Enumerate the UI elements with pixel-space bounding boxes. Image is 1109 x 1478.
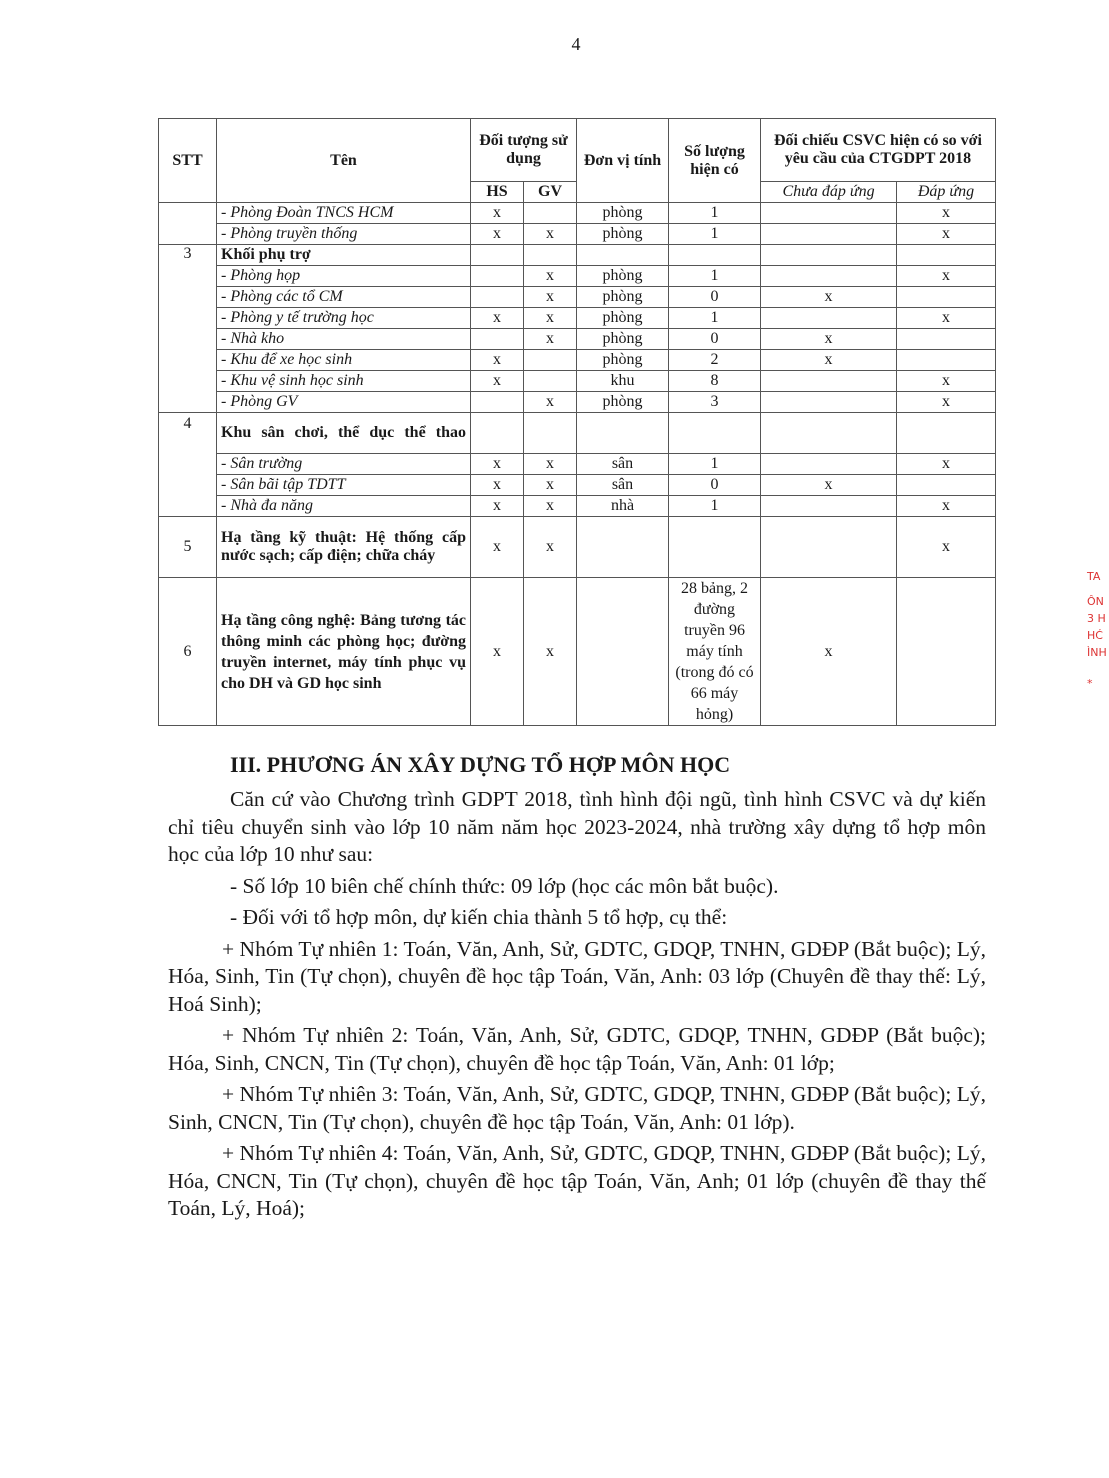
cell-so-luong: 1 — [669, 454, 761, 475]
header-dap-ung: Đáp ứng — [897, 182, 996, 203]
cell-so-luong: 28 bảng, 2 đường truyền 96 máy tính (trong đó có 66 máy hỏng) — [669, 578, 761, 726]
cell-gv — [524, 371, 577, 392]
cell-don-vi: nhà — [577, 496, 669, 517]
paragraph: + Nhóm Tự nhiên 4: Toán, Văn, Anh, Sử, GDTC, GDQP, TNHN, GDĐP (Bắt buộc); Lý, Hóa, CNCN, Tin (Tự chọn), chuyên đề học tập Toán, Văn, Anh; 01 lớp (chuyên đề thay thế Toán, Lý, Hoá); — [168, 1141, 986, 1220]
section-body — [168, 786, 986, 1227]
cell-ten: Hạ tầng kỹ thuật: Hệ thống cấp nước sạch; cấp điện; chữa cháy — [217, 517, 471, 578]
table-row — [159, 454, 996, 475]
section-heading: III. PHƯƠNG ÁN XÂY DỰNG TỔ HỢP MÔN HỌC — [230, 752, 731, 777]
cell-ten: - Phòng y tế trường học — [217, 308, 471, 329]
cell-so-luong: 0 — [669, 475, 761, 496]
cell-don-vi: phòng — [577, 287, 669, 308]
cell-hs: x — [471, 475, 524, 496]
cell-gv: x — [524, 578, 577, 726]
paragraph: + Nhóm Tự nhiên 1: Toán, Văn, Anh, Sử, GDTC, GDQP, TNHN, GDĐP (Bắt buộc); Lý, Hóa, Sinh, Tin (Tự chọn), chuyên đề học tập Toán, Văn, Anh: 03 lớp (Chuyên đề thay thế: Lý, Hoá Sinh); — [168, 936, 986, 1016]
cell-don-vi: phòng — [577, 224, 669, 245]
cell-gv: x — [524, 392, 577, 413]
cell-so-luong: 1 — [669, 224, 761, 245]
cell-hs: x — [471, 224, 524, 245]
stamp-text: ÔN — [1087, 595, 1104, 608]
cell-ten: - Sân trường — [217, 454, 471, 475]
header-doi-chieu: Đối chiếu CSVC hiện có so với yêu cầu của CTGDPT 2018 — [761, 119, 996, 182]
cell-ten: - Nhà kho — [217, 329, 471, 350]
cell-dap-ung — [897, 245, 996, 266]
cell-don-vi: phòng — [577, 308, 669, 329]
paragraph: + Nhóm Tự nhiên 2: Toán, Văn, Anh, Sử, GDTC, GDQP, TNHN, GDĐP (Bắt buộc); Hóa, Sinh, CNCN, Tin (Tự chọn), chuyên đề học tập Toán, Văn, Anh: 01 lớp; — [168, 1023, 986, 1075]
cell-gv — [524, 203, 577, 224]
table-row — [159, 266, 996, 287]
cell-dap-ung — [897, 475, 996, 496]
cell-dap-ung — [897, 329, 996, 350]
header-doi-tuong: Đối tượng sử dụng — [471, 119, 577, 182]
cell-chua-dap-ung — [761, 308, 897, 329]
cell-hs: x — [471, 517, 524, 578]
cell-hs — [471, 413, 524, 454]
cell-so-luong: 1 — [669, 203, 761, 224]
cell-ten: - Khu để xe học sinh — [217, 350, 471, 371]
header-hs: HS — [471, 182, 524, 203]
cell-chua-dap-ung — [761, 203, 897, 224]
table-row — [159, 203, 996, 224]
paragraph: Căn cứ vào Chương trình GDPT 2018, tình hình đội ngũ, tình hình CSVC và dự kiến chỉ tiêu chuyển sinh vào lớp 10 năm năm học 2023-2024, nhà trường xây dựng tổ hợp môn học của lớp 10 như sau: — [168, 787, 986, 866]
facilities-table — [158, 118, 996, 726]
table-row — [159, 350, 996, 371]
cell-stt — [159, 203, 217, 245]
cell-don-vi — [577, 578, 669, 726]
cell-so-luong: 0 — [669, 329, 761, 350]
cell-don-vi: phòng — [577, 203, 669, 224]
cell-chua-dap-ung: x — [761, 578, 897, 726]
cell-chua-dap-ung — [761, 371, 897, 392]
cell-so-luong — [669, 245, 761, 266]
cell-ten: Hạ tầng công nghệ: Bảng tương tác thông minh các phòng học; đường truyền internet, máy tính phục vụ cho DH và GD học sinh — [217, 578, 471, 726]
cell-don-vi — [577, 517, 669, 578]
stamp-text: ÌNH — [1087, 646, 1107, 659]
cell-ten: - Khu vệ sinh học sinh — [217, 371, 471, 392]
cell-so-luong: 0 — [669, 287, 761, 308]
cell-chua-dap-ung: x — [761, 287, 897, 308]
header-chua-dap-ung: Chưa đáp ứng — [761, 182, 897, 203]
cell-hs — [471, 287, 524, 308]
cell-so-luong: 8 — [669, 371, 761, 392]
cell-dap-ung: x — [897, 308, 996, 329]
cell-ten: - Sân bãi tập TDTT — [217, 475, 471, 496]
cell-dap-ung: x — [897, 224, 996, 245]
cell-so-luong: 1 — [669, 308, 761, 329]
red-stamp-fragment — [1087, 570, 1109, 750]
cell-hs: x — [471, 308, 524, 329]
cell-so-luong — [669, 517, 761, 578]
cell-so-luong: 1 — [669, 496, 761, 517]
cell-ten: - Phòng Đoàn TNCS HCM — [217, 203, 471, 224]
cell-gv: x — [524, 475, 577, 496]
cell-hs — [471, 266, 524, 287]
cell-ten: - Phòng truyền thống — [217, 224, 471, 245]
cell-dap-ung — [897, 413, 996, 454]
cell-ten: Khu sân chơi, thể dục thể thao — [217, 413, 471, 454]
table-row — [159, 517, 996, 578]
cell-dap-ung — [897, 578, 996, 726]
header-stt: STT — [159, 119, 217, 203]
cell-dap-ung: x — [897, 496, 996, 517]
cell-dap-ung: x — [897, 517, 996, 578]
cell-ten: - Phòng GV — [217, 392, 471, 413]
cell-don-vi: phòng — [577, 329, 669, 350]
stamp-text: TA — [1087, 570, 1101, 583]
table-row — [159, 413, 996, 454]
cell-gv: x — [524, 266, 577, 287]
cell-so-luong: 2 — [669, 350, 761, 371]
cell-stt: 4 — [159, 413, 217, 517]
cell-hs: x — [471, 578, 524, 726]
header-don-vi: Đơn vị tính — [577, 119, 669, 203]
table-row — [159, 371, 996, 392]
cell-hs: x — [471, 350, 524, 371]
stamp-text: 3 H — [1087, 612, 1106, 625]
cell-so-luong — [669, 413, 761, 454]
cell-chua-dap-ung: x — [761, 350, 897, 371]
paragraph: + Nhóm Tự nhiên 3: Toán, Văn, Anh, Sử, GDTC, GDQP, TNHN, GDĐP (Bắt buộc); Lý, Sinh, CNCN, Tin (Tự chọn), chuyên đề học tập Toán, Văn, Anh: 01 lớp). — [168, 1082, 986, 1134]
cell-so-luong: 3 — [669, 392, 761, 413]
cell-gv: x — [524, 329, 577, 350]
cell-don-vi — [577, 413, 669, 454]
cell-hs: x — [471, 496, 524, 517]
table-row — [159, 287, 996, 308]
cell-dap-ung: x — [897, 203, 996, 224]
cell-dap-ung: x — [897, 392, 996, 413]
cell-hs: x — [471, 203, 524, 224]
cell-hs — [471, 392, 524, 413]
cell-dap-ung — [897, 350, 996, 371]
cell-chua-dap-ung — [761, 496, 897, 517]
cell-chua-dap-ung — [761, 266, 897, 287]
cell-don-vi — [577, 245, 669, 266]
cell-gv — [524, 350, 577, 371]
cell-stt: 6 — [159, 578, 217, 726]
header-so-luong: Số lượng hiện có — [669, 119, 761, 203]
table-row — [159, 578, 996, 726]
cell-hs — [471, 245, 524, 266]
cell-dap-ung — [897, 287, 996, 308]
table-row — [159, 329, 996, 350]
cell-dap-ung: x — [897, 266, 996, 287]
cell-ten: Khối phụ trợ — [217, 245, 471, 266]
cell-chua-dap-ung — [761, 517, 897, 578]
cell-chua-dap-ung — [761, 454, 897, 475]
stamp-text: HĆ — [1087, 629, 1103, 642]
table-row — [159, 392, 996, 413]
header-ten: Tên — [217, 119, 471, 203]
cell-gv — [524, 413, 577, 454]
table-row — [159, 496, 996, 517]
header-gv: GV — [524, 182, 577, 203]
cell-ten: - Phòng các tổ CM — [217, 287, 471, 308]
cell-don-vi: sân — [577, 475, 669, 496]
cell-gv: x — [524, 496, 577, 517]
cell-chua-dap-ung: x — [761, 329, 897, 350]
cell-chua-dap-ung: x — [761, 475, 897, 496]
cell-dap-ung: x — [897, 371, 996, 392]
table-header-row — [159, 119, 996, 182]
cell-chua-dap-ung — [761, 413, 897, 454]
cell-don-vi: sân — [577, 454, 669, 475]
cell-ten: - Phòng họp — [217, 266, 471, 287]
paragraph: - Số lớp 10 biên chế chính thức: 09 lớp (học các môn bắt buộc). — [230, 873, 779, 898]
cell-chua-dap-ung — [761, 245, 897, 266]
cell-gv: x — [524, 454, 577, 475]
cell-hs — [471, 329, 524, 350]
table-row — [159, 308, 996, 329]
cell-chua-dap-ung — [761, 224, 897, 245]
table-row — [159, 475, 996, 496]
cell-dap-ung: x — [897, 454, 996, 475]
cell-don-vi: phòng — [577, 350, 669, 371]
cell-so-luong: 1 — [669, 266, 761, 287]
table-row — [159, 224, 996, 245]
cell-chua-dap-ung — [761, 392, 897, 413]
cell-don-vi: phòng — [577, 266, 669, 287]
cell-hs: x — [471, 454, 524, 475]
page-number: 4 — [571, 34, 581, 54]
paragraph: - Đối với tổ hợp môn, dự kiến chia thành 5 tổ hợp, cụ thể: — [230, 905, 728, 929]
cell-stt: 3 — [159, 245, 217, 413]
cell-gv: x — [524, 517, 577, 578]
cell-gv — [524, 245, 577, 266]
cell-gv: x — [524, 224, 577, 245]
stamp-text: * — [1087, 677, 1093, 690]
cell-stt: 5 — [159, 517, 217, 578]
cell-hs: x — [471, 371, 524, 392]
cell-don-vi: khu — [577, 371, 669, 392]
cell-gv: x — [524, 287, 577, 308]
cell-ten: - Nhà đa năng — [217, 496, 471, 517]
cell-don-vi: phòng — [577, 392, 669, 413]
table-row — [159, 245, 996, 266]
cell-gv: x — [524, 308, 577, 329]
